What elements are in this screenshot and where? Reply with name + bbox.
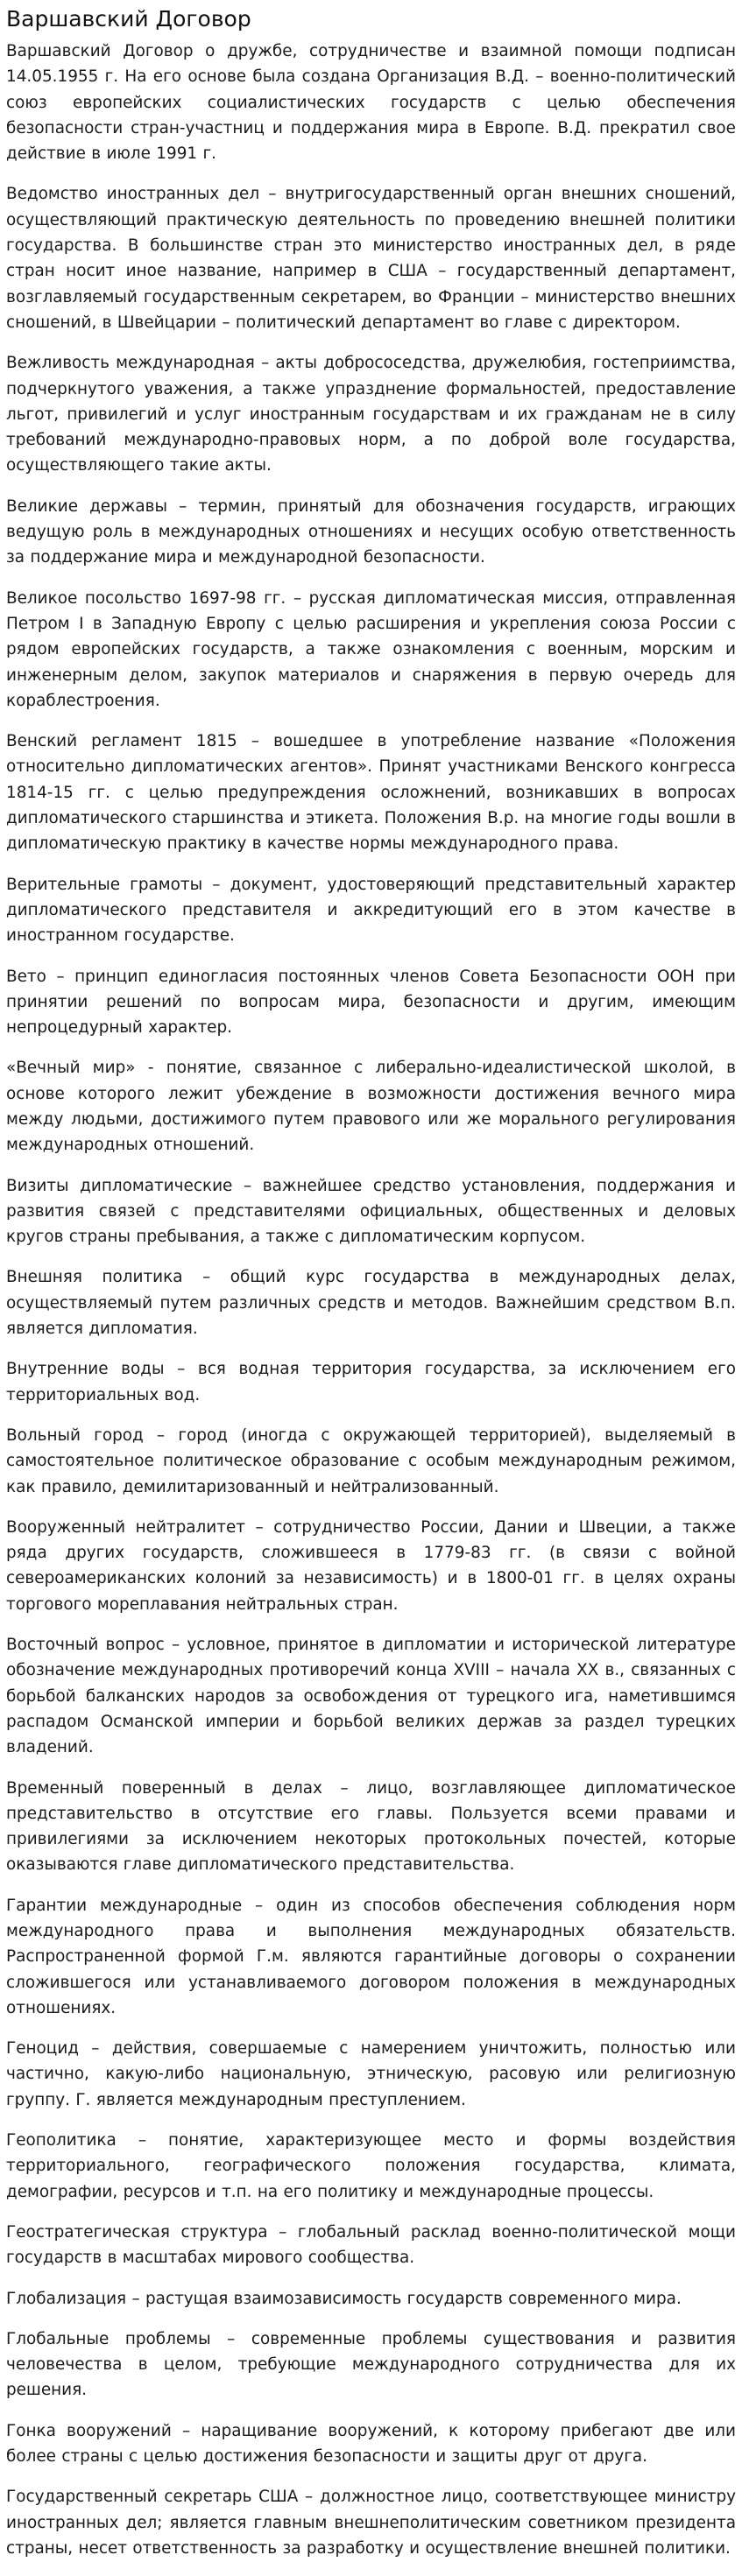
glossary-entry: Внешняя политика – общий курс государства в международных делах, осуществляемый путем различных средств и методов. Важнейшим средством В.п. является дипломатия. — [6, 1268, 736, 1339]
glossary-entry: Вооруженный нейтралитет – сотрудничество России, Дании и Швеции, а также ряда других государств, сложившееся в 1779-83 гг. (в связи с войной североамериканских колоний за независимость) и в 1800-01 гг. в целях охраны торгового мореплавания нейтральных стран. — [6, 1517, 736, 1614]
glossary-list — [6, 39, 736, 2561]
glossary-entry: Геостратегическая структура – глобальный расклад военно-политической мощи государств в масштабах мирового сообщества. — [6, 2222, 736, 2268]
page-title: Варшавский Договор — [6, 6, 251, 32]
glossary-entry: Геноцид – действия, совершаемые с намерением уничтожить, полностью или частично, какую-либо национальную, этническую, расовую или религиозную группу. Г. является международным преступлением. — [6, 2039, 736, 2109]
glossary-entry: «Вечный мир» - понятие, связанное с либерально-идеалистической школой, в основе которого лежит убеждение в возможности достижения вечного мира между людьми, достижимого путем правового или же морального регулирования международных отношений. — [6, 1059, 736, 1155]
glossary-entry: Глобализация – растущая взаимозависимость государств современного мира. — [6, 2289, 682, 2308]
glossary-entry: Вежливость международная – акты добрососедства, дружелюбия, гостеприимства, подчеркнутого уважения, а также упразднение формальностей, предоставление льгот, привилегий и услуг иностранным государствам и их гражданам не в силу требований международно-правовых норм, а по доброй воле государства, осуществляющего такие акты. — [6, 354, 736, 475]
glossary-entry: Временный поверенный в делах – лицо, возглавляющее дипломатическое представительство в отсутствие его главы. Пользуется всеми правами и привилегиями за исключением некоторых протокольных почестей, которые оказываются главе дипломатического представительства. — [6, 1778, 736, 1875]
glossary-entry: Гонка вооружений – наращивание вооружений, к которому прибегают две или более страны с целью достижения безопасности и защиты друг от друга. — [6, 2421, 736, 2467]
glossary-entry: Геополитика – понятие, характеризующее место и формы воздействия территориального, географического положения государства, климата, демографии, ресурсов и т.п. на его политику и международные процессы. — [6, 2131, 736, 2201]
glossary-entry: Вето – принцип единогласия постоянных членов Совета Безопасности ООН при принятии решений по вопросам мира, безопасности и другим, имеющим непроцедурный характер. — [6, 967, 736, 1038]
glossary-entry: Верительные грамоты – документ, удостоверяющий представительный характер дипломатического представителя и аккредитующий его в этом качестве в иностранном государстве. — [6, 875, 736, 946]
glossary-entry: Ведомство иностранных дел – внутригосударственный орган внешних сношений, осуществляющий практическую деятельность по проведению внешней политики государства. В большинстве стран это министерство иностранных дел, в ряде стран носит иное название, например в США – государственный департамент, возглавляемый государственным секретарем, во Франции – министерство внешних сношений, в Швейцарии – политический департамент во главе с директором. — [6, 185, 736, 332]
glossary-entry: Гарантии международные – один из способов обеспечения соблюдения норм международного права и выполнения международных обязательств. Распространенной формой Г.м. являются гарантийные договоры о сохранении сложившегося или устанавливаемого договором положения в международных отношениях. — [6, 1896, 736, 2017]
glossary-entry: Венский регламент 1815 – вошедшее в употребление название «Положения относительно дипломатических агентов». Принят участниками Венского конгресса 1814-15 гг. с целью предупреждения осложнений, возникавших в вопросах дипломатического старшинства и этикета. Положения В.р. на многие годы вошли в дипломатическую практику в качестве нормы международного права. — [6, 732, 736, 854]
glossary-entry: Визиты дипломатические – важнейшее средство установления, поддержания и развития связей с представителями официальных, общественных и деловых кругов страны пребывания, а также с дипломатическим корпусом. — [6, 1176, 736, 1247]
glossary-entry: Восточный вопрос – условное, принятое в дипломатии и исторической литературе обозначение международных противоречий конца XVIII – начала XX в., связанных с борьбой балканских народов за освобождения от турецкого ига, наметившимся распадом Османской империи и борьбой великих держав за раздел турецких владений. — [6, 1636, 736, 1757]
glossary-entry: Великое посольство 1697-98 гг. – русская дипломатическая миссия, отправленная Петром I в Западную Европу с целью расширения и укрепления союза России с рядом европейских государств, а также ознакомления с военным, морским и инженерным делом, закупок материалов и снаряжения в первую очередь для кораблестроения. — [6, 588, 736, 710]
glossary-entry: Глобальные проблемы – современные проблемы существования и развития человечества в целом, требующие международного сотрудничества для их решения. — [6, 2329, 736, 2400]
glossary-entry: Внутренние воды – вся водная территория государства, за исключением его территориальных вод. — [6, 1360, 736, 1404]
glossary-entry: Вольный город – город (иногда с окружающей территорией), выделяемый в самостоятельное политическое образование с особым международным режимом, как правило, демилитаризованный и нейтрализованный. — [6, 1425, 736, 1496]
glossary-entry: Великие державы – термин, принятый для обозначения государств, играющих ведущую роль в международных отношениях и несущих особую ответственность за поддержание мира и международной безопасности. — [6, 496, 736, 567]
glossary-entry: Варшавский Договор о дружбе, сотрудничестве и взаимной помощи подписан 14.05.1955 г. На его основе была создана Организация В.Д. – военно-политический союз европейских социалистических государств с целью обеспечения безопасности стран-участниц и поддержания мира в Европе. В.Д. прекратил свое действие в июле 1991 г. — [6, 42, 736, 164]
glossary-entry: Государственный секретарь США – должностное лицо, соответствующее министру иностранных дел; является главным внешнеполитическим советником президента страны, несет ответственность за разработку и осуществление внешней политики. — [6, 2488, 736, 2558]
